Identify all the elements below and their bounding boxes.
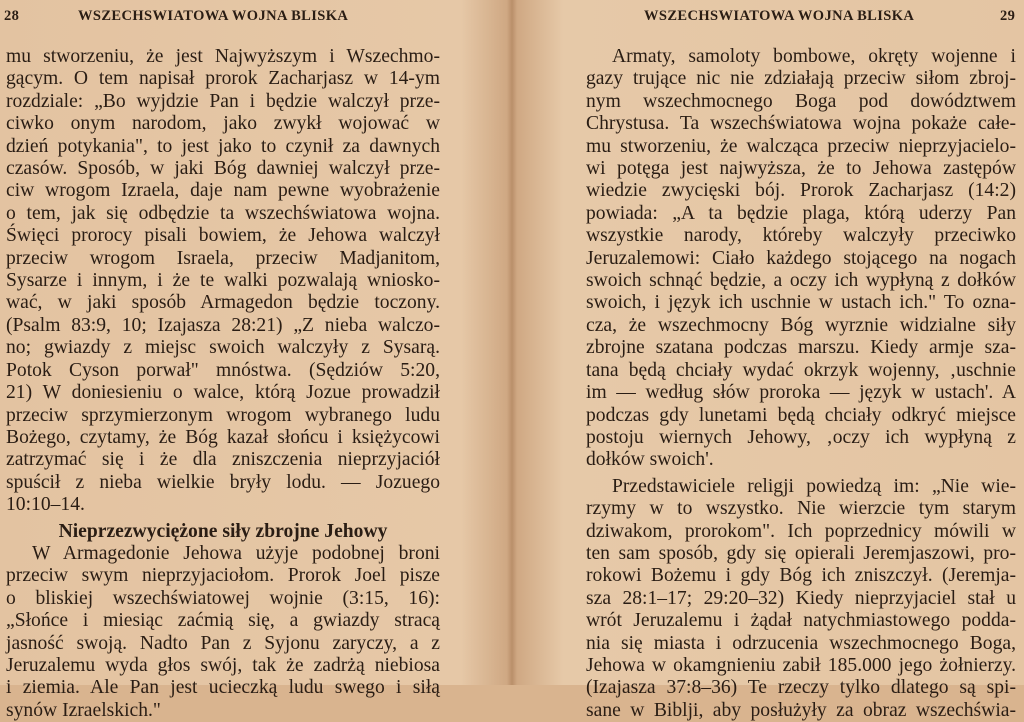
text-line: ciw wrogom Izraela, daje nam pewne wyobrażenie xyxy=(6,180,440,202)
text-line: 10:10–14. xyxy=(6,494,85,516)
text-line: rzymy w to wszystko. Nie wierzcie tym starym xyxy=(586,498,1016,520)
text-line: Przedstawiciele religji powiedzą im: „Nie wie- xyxy=(612,475,1016,497)
text-line: rozdziale: „Bo wyjdzie Pan i będzie walczył prze- xyxy=(6,90,440,112)
text-line: sza 28:1–17; 29:20–32) Kiedy nieprzyjaciel stał u xyxy=(586,587,1016,609)
text-line: postoju wiernych Jehowy, ‚oczy ich wypłyną z xyxy=(586,426,1016,448)
text-line: wszystkie narody, któreby walczyły przeciwko xyxy=(586,225,1016,247)
text-line: przeciw wrogom Israela, przeciw Madjanitom, xyxy=(6,247,440,269)
text-line: Potok Cyson porwał" mnóstwa. (Sędziów 5:20, xyxy=(6,359,440,381)
text-line: nia się miasta i odrzucenia wszechmocnego Boga, xyxy=(586,632,1016,654)
text-line: dołków swoich'. xyxy=(586,449,714,471)
running-header: WSZECHSWIATOWA WOJNA BLISKA xyxy=(78,8,349,24)
text-line: jasność swoją. Nadto Pan z Syjonu zaryczy, a z xyxy=(6,632,440,654)
text-line: o tem, jak się odbędzie ta wszechświatowa wojna. xyxy=(6,202,440,224)
text-line: Święci prorocy pisali bowiem, że Jehowa walczył xyxy=(6,225,440,247)
text-line: rokowi Bożemu i gdy Bóg ich zniszczył. (Jeremja- xyxy=(586,565,1016,587)
text-line: czasów. Sposób, w jaki Bóg dawniej walczył prze- xyxy=(6,158,440,180)
section-heading: Nieprzezwyciężone siły zbrojne Jehowy xyxy=(58,520,388,542)
text-line: swoich schnąć będzie, a oczy ich wypłyną z dołków xyxy=(586,270,1016,292)
text-line: „Słońce i miesiąc zaćmią się, a gwiazdy stracą xyxy=(6,610,440,632)
text-line: ciwko onym narodom, jako zwykł wojować w xyxy=(6,113,440,135)
text-line: o bliskiej wszechświatowej wojnie (3:15, 16): xyxy=(6,587,440,609)
body-text xyxy=(586,46,1016,722)
left-page xyxy=(0,0,510,721)
text-line: Sysarze i innym, i że te walki pozwalają wniosko- xyxy=(6,270,440,292)
text-line: przeciw swym nieprzyjaciołom. Prorok Joel pisze xyxy=(6,565,440,587)
text-line: dzień potykania", to jest jako to czynił za dawnych xyxy=(6,135,440,157)
text-line: powiada: „A ta będzie plaga, którą uderzy Pan xyxy=(586,202,1016,224)
text-line: wi potęga jest najwyższa, że to Jehowa zastępów xyxy=(586,158,1016,180)
text-line: Jeruzalemowi: Ciało każdego stojącego na nogach xyxy=(586,247,1016,269)
right-page xyxy=(514,0,1024,721)
text-line: gącym. O tem napisał prorok Zacharjasz w 14-ym xyxy=(6,68,440,90)
text-line: cza, że wszechmocny Bóg wyrznie widzialne siły xyxy=(586,314,1016,336)
text-line: i ziemia. Ale Pan jest ucieczką ludu swego i siłą xyxy=(6,677,440,699)
text-line: wać, w jaki sposób Armagedon będzie toczony. xyxy=(6,292,440,314)
text-line: Bożego, czytamy, że Bóg kazał słońcu i księżycowi xyxy=(6,426,440,448)
text-line: Jehowa w okamgnieniu zabił 185.000 jego żołnierzy. xyxy=(586,654,1016,676)
text-line: no; gwiazdy z miejsc swoich walczyły z Sysarą. xyxy=(6,337,440,359)
text-line: Chrystusa. Ta wszechświatowa wojna pokaże całe- xyxy=(586,113,1016,135)
text-line: zatrzymać się i że dla zniszczenia nieprzyjaciół xyxy=(6,449,440,471)
text-line: tana będą chciały wydać okrzyk wojenny, ‚uschnie xyxy=(586,359,1016,381)
text-line: gazy trujące nic nie zdziałają przeciw siłom zbroj- xyxy=(586,68,1016,90)
text-line: sane w Biblji, aby posłużyły za obraz wszechświa- xyxy=(586,699,1016,721)
text-line: Armaty, samoloty bombowe, okręty wojenne i xyxy=(612,46,1016,67)
text-line: mu stworzeniu, że walcząca przeciw nieprzyjacielo- xyxy=(586,135,1016,157)
text-line: (Psalm 83:9, 10; Izajasza 28:21) „Z nieba walczo- xyxy=(6,314,440,336)
text-line: 21) W doniesieniu o walce, którą Jozue prowadził xyxy=(6,382,440,404)
text-line: synów Izraelskich." xyxy=(6,699,161,721)
text-line: mu stworzeniu, że jest Najwyższym i Wszechmo- xyxy=(6,46,440,67)
text-line: przeciw sprzymierzonym wrogom wybranego ludu xyxy=(6,404,440,426)
text-line: swoich, i język ich uschnie w ustach ich." To ozna- xyxy=(586,292,1016,314)
text-line: dziwakom, prorokom". Ich poprzednicy mówili w xyxy=(586,520,1016,542)
text-line: podczas gdy lunetami będą chciały odkryć miejsce xyxy=(586,404,1016,426)
page-number: 29 xyxy=(1000,8,1016,24)
text-line: zbrojne szatana podczas marszu. Kiedy armje sza- xyxy=(586,337,1016,359)
text-line: spuścił z nieba wielkie bryły lodu. — Jozuego xyxy=(6,471,440,493)
text-line: im — według słów proroka — język w ustach'. A xyxy=(586,382,1016,404)
text-line: ten sam sposób, gdy się opierali Jeremjaszowi, pro- xyxy=(586,542,1016,564)
text-line: wrót Jeruzalemu i żądał natychmiastowego podda- xyxy=(586,610,1016,632)
text-line: wiedzie zwycięski bój. Prorok Zacharjasz (14:2) xyxy=(586,180,1016,202)
text-line: Jeruzalemu wyda głos swój, tak że zadrżą niebiosa xyxy=(6,654,440,676)
text-line: (Izajasza 37:8–36) Te rzeczy tylko dlatego są spi- xyxy=(586,677,1016,699)
running-header: WSZECHSWIATOWA WOJNA BLISKA xyxy=(644,8,915,24)
body-text xyxy=(6,46,440,722)
text-line: W Armagedonie Jehowa użyje podobnej broni xyxy=(32,542,440,564)
text-line: nym wszechmocnego Boga pod dowództwem xyxy=(586,90,1016,112)
page-number: 28 xyxy=(4,8,20,24)
